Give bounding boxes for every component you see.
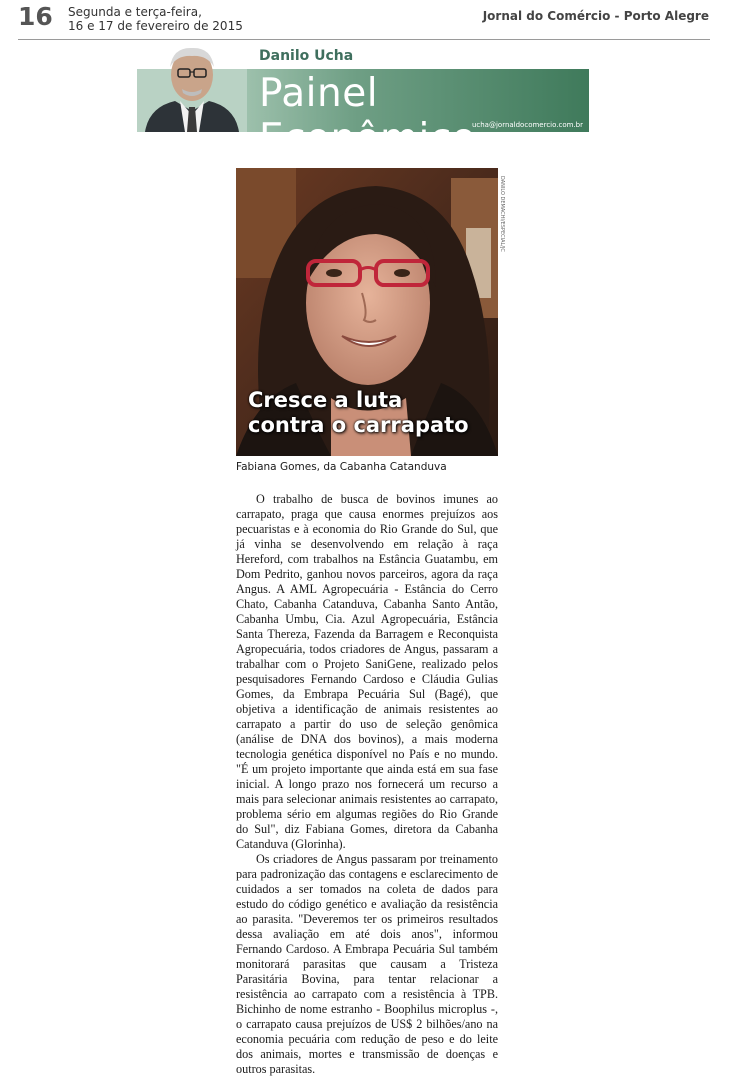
article-body xyxy=(236,492,498,1077)
article-headline xyxy=(248,388,469,438)
publication-name: Jornal do Comércio - Porto Alegre xyxy=(482,9,709,23)
date-line-date: 16 e 17 de fevereiro de 2015 xyxy=(68,19,243,33)
date-line xyxy=(68,5,243,33)
column-banner xyxy=(137,45,589,161)
date-line-weekday: Segunda e terça-feira, xyxy=(68,5,202,19)
column-title: Painel Econômico xyxy=(259,71,477,161)
page-number: 16 xyxy=(18,2,53,31)
photo-credit: DANILO DEMACHI/ESPECIAL/JC xyxy=(499,176,505,252)
column-email: ucha@jornaldocomercio.com.br xyxy=(471,121,583,129)
headline-line-2: contra o carrapato xyxy=(248,413,469,437)
column-author: Danilo Ucha xyxy=(259,48,354,64)
headline-line-1: Cresce a luta xyxy=(248,388,403,412)
header-divider xyxy=(18,39,710,40)
article-paragraph-2: Os criadores de Angus passaram por treinamento para padronização das contagens e esclarecimento de cuidados a ser tomados na coleta de dados para estudo do código genético e avaliação da resistência ao parasita. "Deveremos ter os primeiros resultados dessa avaliação em até dois anos", informou Fernando Cardoso. A Embrapa Pecuária Sul também monitorará parasitas que causam a Tristeza Parasitária Bovina, para tentar relacionar a resistência ao carrapato com a resistência à TPB. Bichinho de nome estranho - Boophilus microplus -, o carrapato causa prejuízos de US$ 2 bilhões/ano na economia pecuária com redução de peso e do leite dos animais, mortes e transmissão de doenças e outros parasitas. xyxy=(236,852,498,1076)
page-header xyxy=(0,0,736,40)
article-paragraph-1: O trabalho de busca de bovinos imunes ao carrapato, praga que causa enormes prejuízos aos pecuaristas e à economia do Rio Grande do Sul, que já vinha se desenvolvendo em relação à raça Hereford, com trabalhos na Estância Guatambu, em Dom Pedrito, ganhou novos parceiros, agora da raça Angus. A AML Agropecuária - Estância do Cerro Chato, Cabanha Catanduva, Cabanha Santo Antão, Cabanha Umbu, Cia. Azul Agropecuária, Estância Santa Thereza, Fazenda da Barragem e Reconquista Agropecuária, todos criadores de Angus, passaram a trabalhar com o Projeto SaniGene, realizado pelos pesquisadores Fernando Cardoso e Cláudia Gulias Gomes, da Embrapa Pecuária Sul (Bagé), que objetiva a identificação de animais resistentes ao carrapato a partir do uso de seleção genômica (análise de DNA dos bovinos), a mais moderna tecnologia genética disponível no País e no mundo. "É um projeto importante que ainda está em sua fase inicial. A longo prazo nos fornecerá um recurso a mais para selecionar animais resistentes ao carrapato, problema sério em algumas regiões do Rio Grande do Sul", diz Fabiana Gomes, diretora da Cabanha Catanduva (Glorinha). xyxy=(236,492,498,851)
author-photo xyxy=(137,45,247,132)
photo-caption: Fabiana Gomes, da Cabanha Catanduva xyxy=(236,461,447,473)
